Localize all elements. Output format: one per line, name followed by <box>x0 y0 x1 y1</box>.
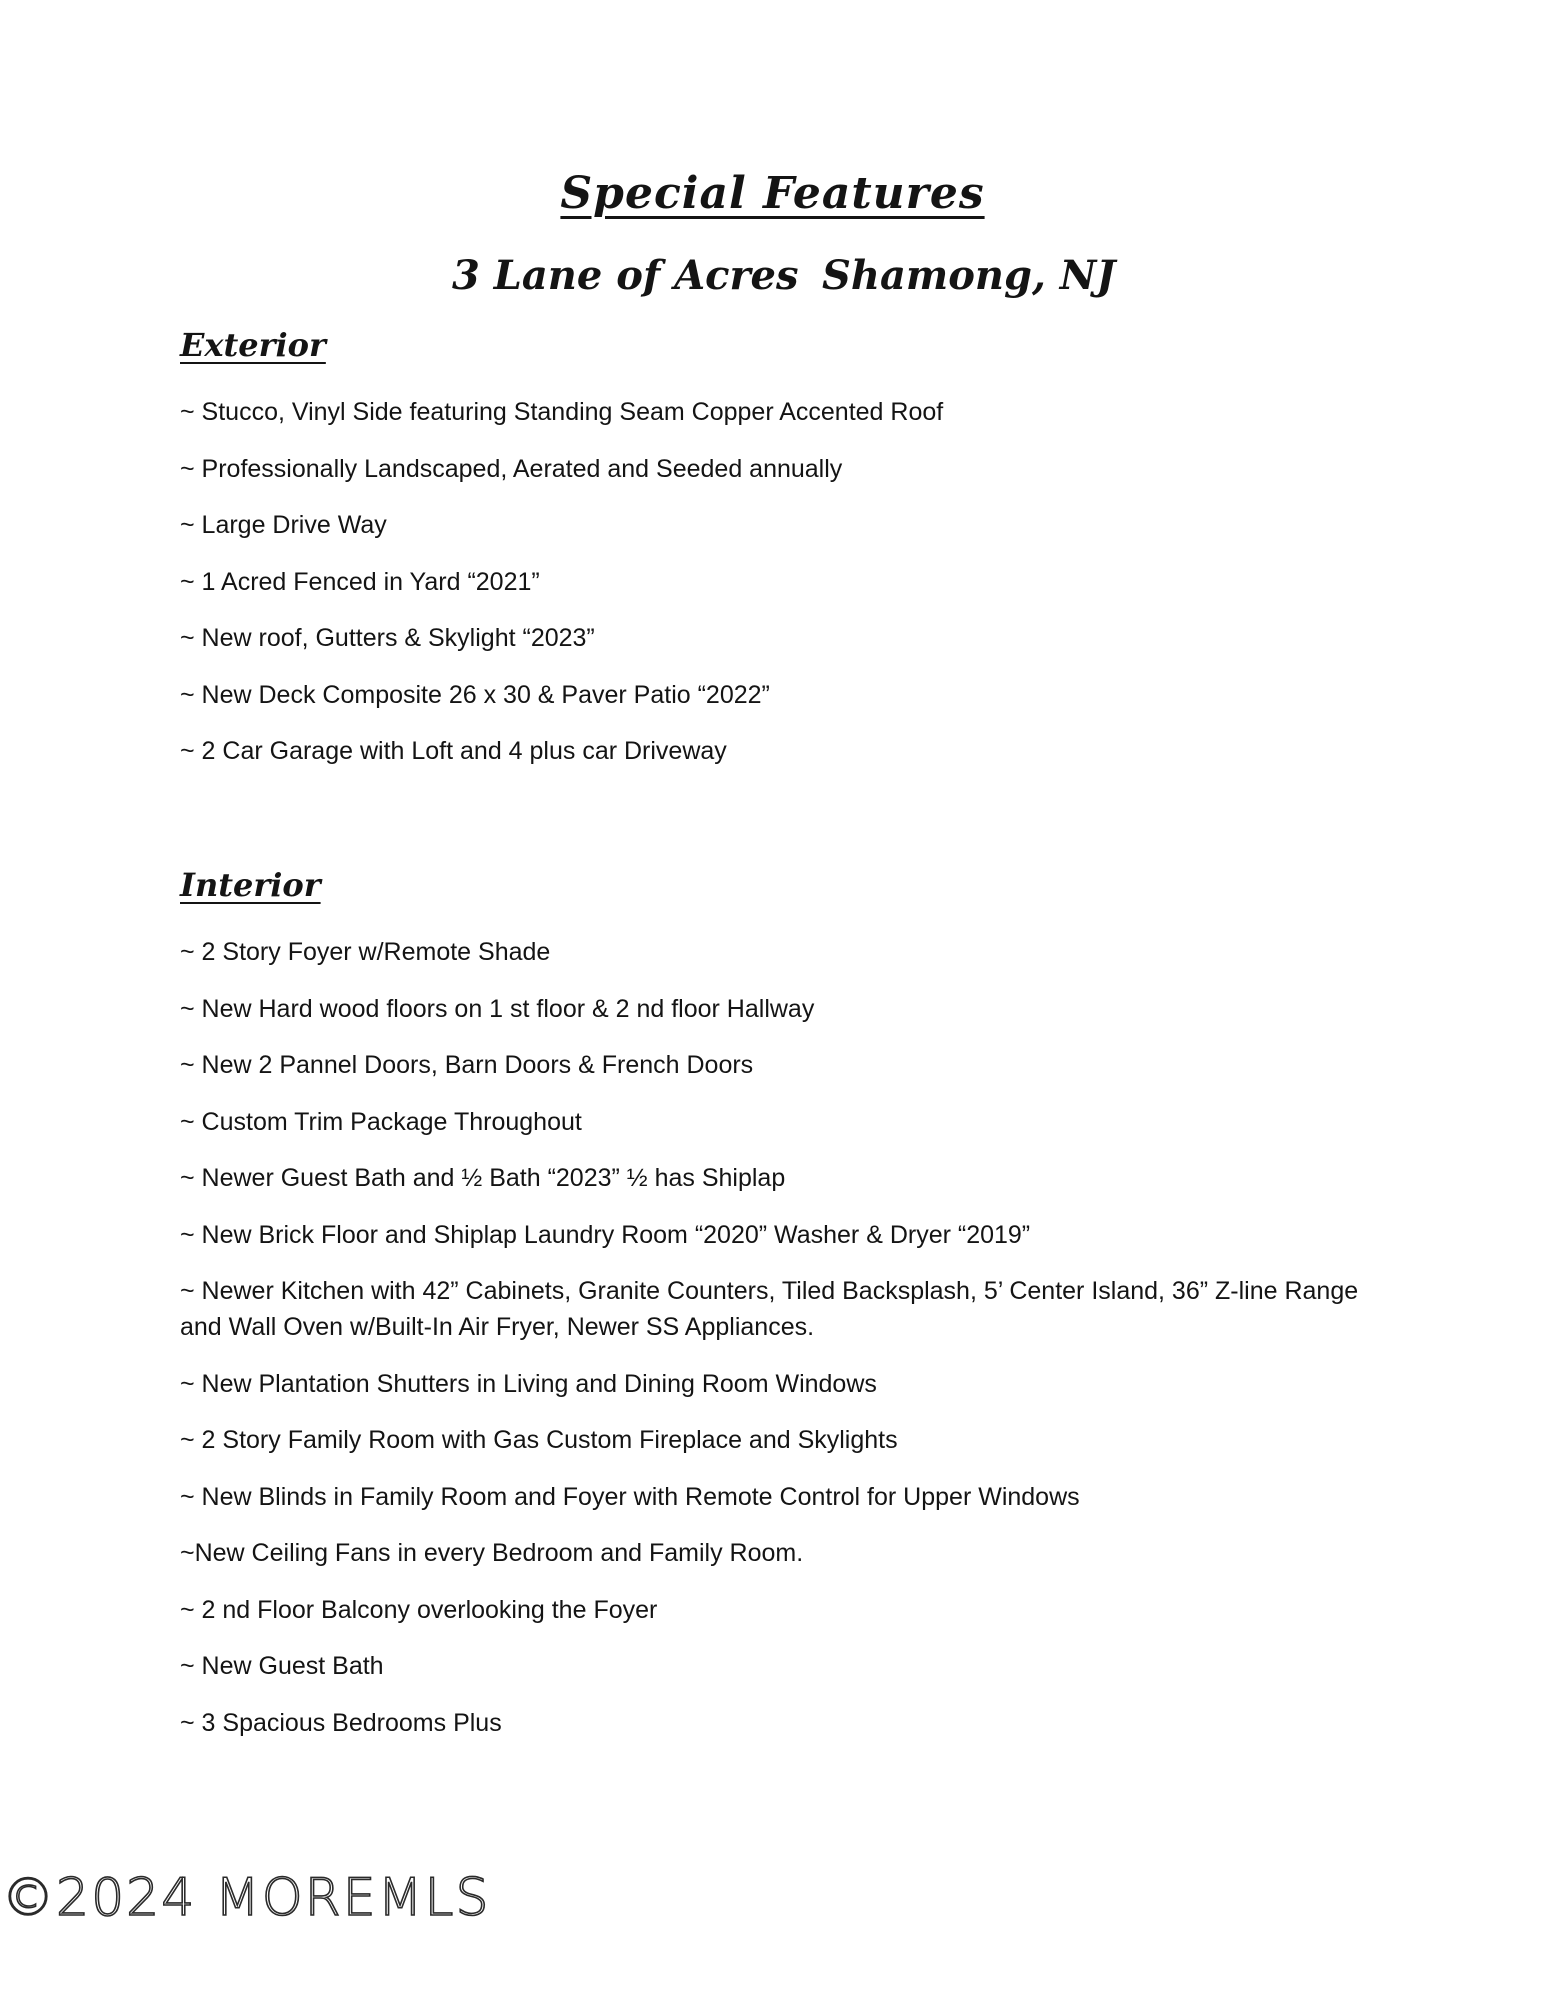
address-street: 3 Lane of Acres <box>452 252 799 299</box>
list-item: ~ New Blinds in Family Room and Foyer with Remote Control for Upper Windows <box>180 1482 1080 1511</box>
list-item: ~New Ceiling Fans in every Bedroom and Family Room. <box>180 1539 804 1567</box>
list-item: ~ 2 Story Foyer w/Remote Shade <box>180 938 551 966</box>
list-item: ~ 2 Story Family Room with Gas Custom Fireplace and Skylights <box>180 1426 898 1454</box>
address-town: Shamong, NJ <box>822 252 1116 299</box>
list-item: ~ New Deck Composite 26 x 30 & Paver Patio “2022” <box>180 680 770 709</box>
list-item: ~ New roof, Gutters & Skylight “2023” <box>180 624 595 652</box>
list-item: ~ Large Drive Way <box>180 511 387 539</box>
page-title <box>0 168 1545 219</box>
list-item: ~ Newer Kitchen with 42” Cabinets, Granite Counters, Tiled Backsplash, 5’ Center Island, 36” Z-line Range and Wall Oven w/Built-In Air Fryer, Newer SS Appliances. <box>180 1277 1359 1341</box>
page-title-text: Special Features <box>560 168 985 219</box>
interior-heading: Interior <box>180 866 321 904</box>
list-item: ~ Newer Guest Bath and ½ Bath “2023” ½ has Shiplap <box>180 1164 786 1192</box>
list-item: ~ Custom Trim Package Throughout <box>180 1107 582 1136</box>
exterior-list <box>180 394 1380 790</box>
list-item: ~ 2 Car Garage with Loft and 4 plus car Driveway <box>180 737 727 765</box>
interior-list <box>180 934 1380 1761</box>
list-item: ~ 2 nd Floor Balcony overlooking the Foyer <box>180 1595 658 1624</box>
list-item: ~ New Guest Bath <box>180 1652 384 1680</box>
list-item: ~ New 2 Pannel Doors, Barn Doors & French Doors <box>180 1051 754 1079</box>
list-item: ~ 1 Acred Fenced in Yard “2021” <box>180 567 540 596</box>
list-item: ~ Stucco, Vinyl Side featuring Standing Seam Copper Accented Roof <box>180 398 944 426</box>
list-item: ~ New Hard wood floors on 1 st floor & 2 nd floor Hallway <box>180 994 815 1023</box>
exterior-heading: Exterior <box>180 326 326 364</box>
watermark: ©2024 MOREMLS <box>2 1868 491 1928</box>
list-item: ~ New Plantation Shutters in Living and Dining Room Windows <box>180 1369 877 1398</box>
list-item: ~ Professionally Landscaped, Aerated and Seeded annually <box>180 454 843 483</box>
list-item: ~ New Brick Floor and Shiplap Laundry Room “2020” Washer & Dryer “2019” <box>180 1220 1031 1249</box>
list-item: ~ 3 Spacious Bedrooms Plus <box>180 1708 502 1737</box>
